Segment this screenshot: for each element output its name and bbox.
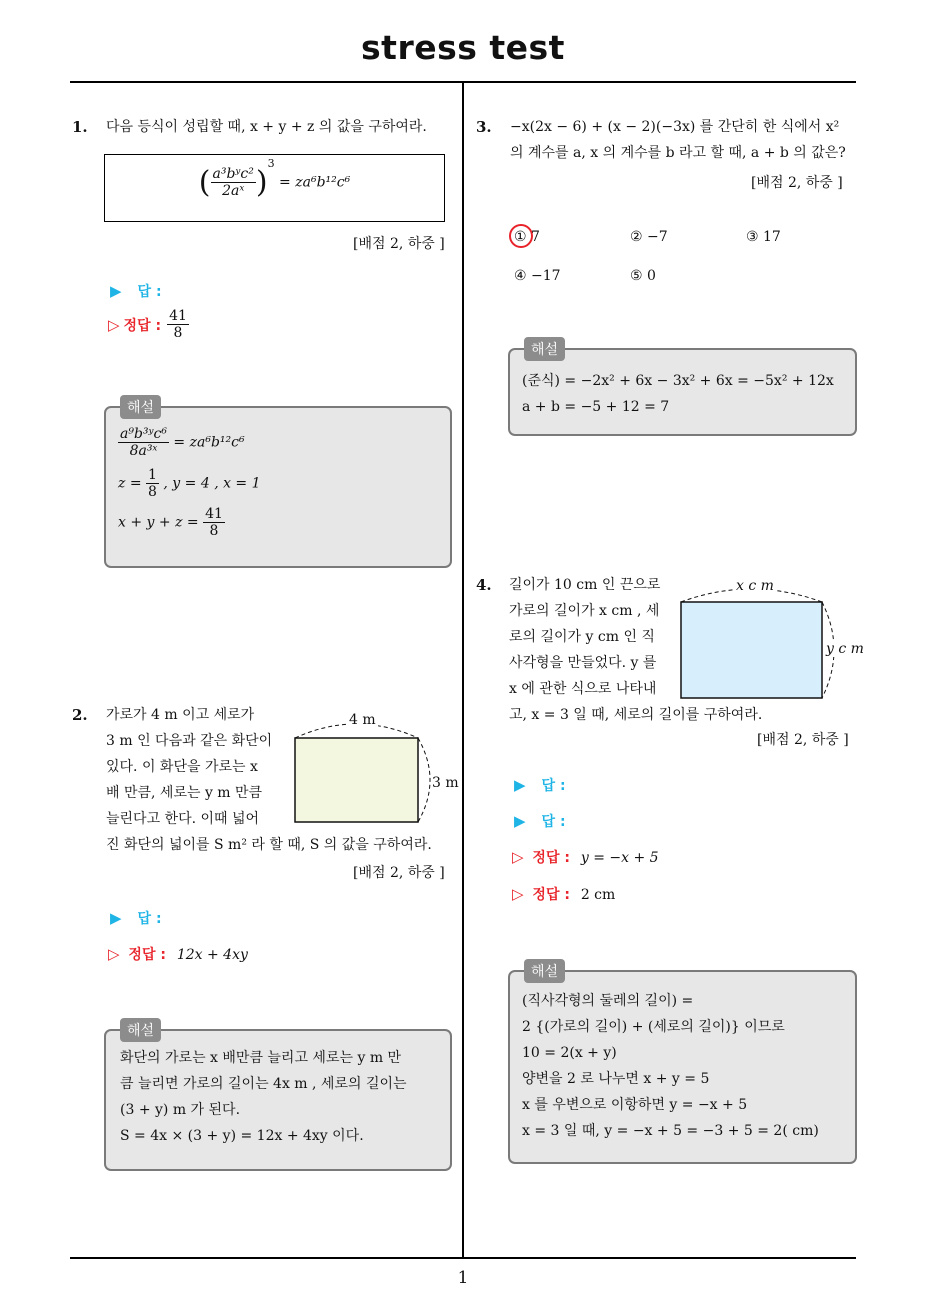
q4-line-5: x 에 관한 식으로 나타내 bbox=[509, 681, 657, 697]
outline-triangle-icon: ▷ bbox=[108, 315, 120, 334]
play-triangle-icon: ▶ bbox=[110, 909, 122, 927]
q4-fig-top-label: x c m bbox=[736, 578, 774, 594]
play-triangle-icon: ▶ bbox=[514, 776, 526, 794]
q1-sol-l3-a: x + y + z = bbox=[118, 514, 199, 531]
q1-sol-l2-den: 8 bbox=[148, 484, 157, 500]
q1-sol-l1-num: a⁹b³ʸc⁶ bbox=[120, 426, 167, 442]
q3-number: 3. bbox=[476, 118, 492, 136]
q4-sol-line-1: (직사각형의 둘레의 길이) = bbox=[522, 993, 694, 1009]
q3-sol-line-2: a + b = −5 + 12 = 7 bbox=[522, 399, 670, 415]
q4-answer-row-1 bbox=[514, 775, 566, 795]
q1-sol-l2-a: z = bbox=[118, 475, 142, 492]
q1-sol-l3-den: 8 bbox=[209, 523, 219, 539]
q2-garden-rect bbox=[295, 738, 418, 822]
q2-sol-line-2: 큼 늘리면 가로의 길이는 4x m , 세로의 길이는 bbox=[120, 1076, 407, 1092]
q2-meta: [배점 2, 하중 ] bbox=[353, 865, 445, 881]
q3-meta: [배점 2, 하중 ] bbox=[751, 175, 843, 191]
q4-fig-side-label: y c m bbox=[826, 641, 864, 657]
q2-correct-label: 정답 : bbox=[128, 947, 166, 963]
q4-sol-line-6: x = 3 일 때, y = −x + 5 = −3 + 5 = 2( cm) bbox=[522, 1123, 819, 1139]
q2-number: 2. bbox=[72, 706, 88, 724]
q2-correct-value: 12x + 4xy bbox=[176, 947, 248, 963]
q4-correct-label-2: 정답 : bbox=[532, 887, 570, 903]
q2-line-5: 늘린다고 한다. 이때 넓어 bbox=[106, 811, 260, 827]
play-triangle-icon: ▶ bbox=[110, 282, 122, 300]
page-title: stress test bbox=[361, 28, 565, 67]
q1-text: 다음 등식이 성립할 때, x + y + z 의 값을 구하여라. bbox=[106, 119, 427, 135]
q2-line-3: 있다. 이 화단을 가로는 x bbox=[106, 759, 258, 775]
q1-correct-den: 8 bbox=[173, 325, 183, 341]
q2-line-4: 배 만큼, 세로는 y m 만큼 bbox=[106, 785, 263, 801]
q1-eq-power: 3 bbox=[267, 156, 275, 170]
q4-correct-row-1 bbox=[512, 847, 659, 867]
q4-rect bbox=[681, 602, 822, 698]
q3-solution-content bbox=[522, 368, 834, 420]
play-triangle-icon: ▶ bbox=[514, 812, 526, 830]
q2-sol-line-4: S = 4x × (3 + y) = 12x + 4xy 이다. bbox=[120, 1128, 364, 1144]
q1-eq-num: a³bʸc² bbox=[212, 166, 254, 182]
q4-line-4: 사각형을 만들었다. y 를 bbox=[509, 655, 657, 671]
q1-eq-den: 2aˣ bbox=[222, 183, 245, 199]
q2-solution-tag: 해설 bbox=[120, 1018, 161, 1042]
q1-number: 1. bbox=[72, 118, 88, 136]
q3-line-2: 의 계수를 a, x 의 계수를 b 라고 할 때, a + b 의 값은? bbox=[510, 145, 846, 161]
q4-correct-label-1: 정답 : bbox=[532, 850, 570, 866]
q4-line-6: 고, x = 3 일 때, 세로의 길이를 구하여라. bbox=[509, 707, 763, 723]
q2-line-2: 3 m 인 다음과 같은 화단이 bbox=[106, 733, 273, 749]
q2-fig-side-label: 3 m bbox=[432, 775, 459, 791]
q4-number: 4. bbox=[476, 576, 492, 594]
q1-sol-l1-den: 8a³ˣ bbox=[129, 443, 158, 459]
outline-triangle-icon: ▷ bbox=[512, 885, 524, 903]
q4-answer-row-2 bbox=[514, 811, 566, 831]
q1-correct-row bbox=[108, 308, 189, 341]
q2-answer-label: 답 : bbox=[137, 911, 162, 927]
q2-solution-box bbox=[104, 1029, 452, 1171]
q3-line-1: −x(2x − 6) + (x − 2)(−3x) 를 간단히 한 식에서 x² bbox=[510, 119, 840, 135]
q2-correct-row bbox=[108, 944, 248, 964]
q4-sol-line-2: 2 {(가로의 길이) + (세로의 길이)} 이므로 bbox=[522, 1019, 785, 1035]
q4-sol-line-3: 10 = 2(x + y) bbox=[522, 1045, 617, 1061]
q1-solution-box bbox=[104, 406, 452, 568]
q4-correct-value-1: y = −x + 5 bbox=[580, 850, 659, 866]
q4-correct-row-2 bbox=[512, 884, 615, 904]
outline-triangle-icon: ▷ bbox=[512, 848, 524, 866]
q4-meta: [배점 2, 하중 ] bbox=[757, 732, 849, 748]
q1-sol-l2-b: , y = 4 , x = 1 bbox=[163, 475, 261, 492]
q3-solution-tag: 해설 bbox=[524, 337, 565, 361]
q1-solution-content bbox=[118, 426, 261, 539]
footer-rule bbox=[70, 1257, 856, 1259]
q2-sol-line-1: 화단의 가로는 x 배만큼 늘리고 세로는 y m 만 bbox=[120, 1050, 402, 1066]
q2-answer-row bbox=[110, 908, 162, 928]
q3-choice-4[interactable]: ④ −17 bbox=[514, 268, 561, 284]
page-number: 1 bbox=[457, 1268, 469, 1288]
q1-eq-rhs: = za⁶b¹²c⁶ bbox=[279, 174, 351, 191]
outline-triangle-icon: ▷ bbox=[108, 945, 120, 963]
q1-answer-label: 답 : bbox=[137, 284, 162, 300]
column-divider bbox=[462, 82, 464, 1258]
q1-equation-box bbox=[104, 154, 445, 222]
q4-sol-line-4: 양변을 2 로 나누면 x + y = 5 bbox=[522, 1071, 710, 1087]
q1-meta: [배점 2, 하중 ] bbox=[353, 236, 445, 252]
q1-answer-row bbox=[110, 281, 162, 301]
q1-sol-l2-num: 1 bbox=[148, 467, 157, 483]
q3-choice-2[interactable]: ② −7 bbox=[630, 229, 668, 245]
q4-line-2: 가로의 길이가 x cm , 세 bbox=[509, 603, 660, 619]
q1-correct-num: 41 bbox=[169, 308, 187, 324]
q3-sol-line-1: (준식) = −2x² + 6x − 3x² + 6x = −5x² + 12x bbox=[522, 373, 834, 389]
q2-line-6: 진 화단의 넓이를 S m² 라 할 때, S 의 값을 구하여라. bbox=[106, 837, 432, 853]
q3-choice-1[interactable]: ① 7 bbox=[514, 229, 540, 245]
q1-correct-label: 정답 : bbox=[123, 317, 162, 334]
q4-line-1: 길이가 10 cm 인 끈으로 bbox=[509, 577, 661, 593]
q1-equation: ( $\frac{\text{a³bʸc²}}{\text{2aˣ}}$ )$^3$ = za⁶b¹²c⁶ bbox=[198, 156, 351, 200]
q2-fig-top-label: 4 m bbox=[349, 712, 376, 728]
q2-line-1: 가로가 4 m 이고 세로가 bbox=[106, 707, 255, 723]
q3-choice-3[interactable]: ③ 17 bbox=[746, 229, 781, 245]
q1-sol-l1-rhs: = za⁶b¹²c⁶ bbox=[173, 434, 245, 451]
q4-answer-label-2: 답 : bbox=[541, 814, 566, 830]
q3-solution-box bbox=[508, 348, 857, 436]
q2-sol-line-3: (3 + y) m 가 된다. bbox=[120, 1102, 241, 1118]
q4-solution-box bbox=[508, 970, 857, 1164]
q4-sol-line-5: x 를 우변으로 이항하면 y = −x + 5 bbox=[522, 1097, 748, 1113]
q1-solution-tag: 해설 bbox=[120, 395, 161, 419]
q4-line-3: 로의 길이가 y cm 인 직 bbox=[509, 629, 655, 645]
q4-correct-value-2: 2 cm bbox=[580, 887, 616, 903]
q4-answer-label-1: 답 : bbox=[541, 778, 566, 794]
q4-solution-tag: 해설 bbox=[524, 959, 565, 983]
q2-solution-content bbox=[120, 1045, 407, 1149]
q1-sol-l3-num: 41 bbox=[205, 506, 223, 522]
q4-solution-content bbox=[522, 988, 819, 1144]
q3-choice-5[interactable]: ⑤ 0 bbox=[630, 268, 656, 284]
